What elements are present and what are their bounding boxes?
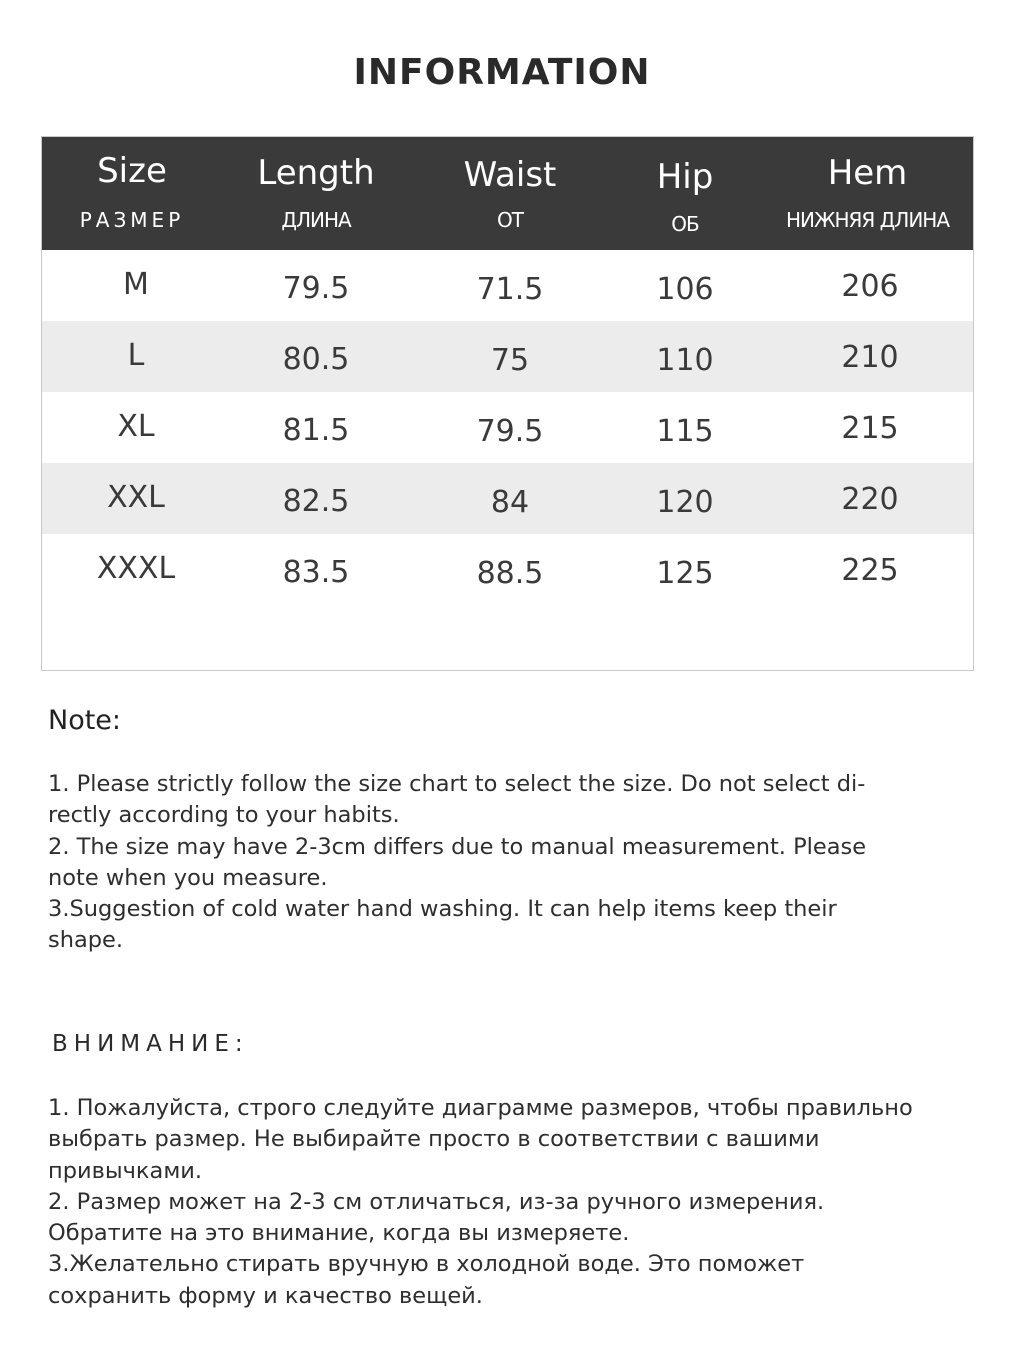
table-row — [42, 463, 973, 534]
note-line: 3.Suggestion of cold water hand washing. It can help items keep their — [48, 896, 837, 923]
header-length — [222, 137, 410, 250]
attention-line: 1. Пожалуйста, строго следуйте диаграмме размеров, чтобы правильно — [48, 1095, 913, 1121]
header-hip-label: Hip — [656, 157, 714, 197]
note-line: note when you measure. — [48, 864, 328, 891]
header-length-label-ru: ДЛИНА — [281, 208, 351, 232]
note-line: rectly according to your habits. — [48, 802, 400, 829]
cell-length: 79.5 — [282, 271, 350, 306]
cell-hem: 225 — [841, 553, 899, 588]
cell-size: XXXL — [96, 551, 176, 586]
attention-body — [48, 1093, 978, 1312]
cell-hip: 106 — [656, 272, 714, 307]
cell-length: 83.5 — [282, 555, 350, 590]
cell-length: 82.5 — [282, 484, 350, 519]
attention-line: привычками. — [48, 1157, 203, 1184]
attention-line: выбрать размер. Не выбирайте просто в соответствии с вашими — [48, 1126, 820, 1153]
header-hem-label-ru: НИЖНЯЯ ДЛИНА — [785, 208, 950, 232]
cell-hem: 215 — [841, 411, 899, 446]
note-line: 2. The size may have 2-3cm differs due to manual measurement. Please — [48, 833, 867, 860]
attention-line: 3.Желательно стирать вручную в холодной воде. Это поможет — [48, 1251, 805, 1278]
cell-size: XL — [117, 409, 155, 444]
note-line: 1. Please strictly follow the size chart to select the size. Do not select di- — [48, 771, 866, 797]
header-size-label: Size — [97, 151, 167, 191]
attention-line: Обратите на это внимание, когда вы измеряете. — [48, 1220, 630, 1247]
note-body — [48, 769, 978, 957]
cell-length: 80.5 — [282, 342, 350, 377]
attention-title: ВНИМАНИЕ: — [52, 1031, 249, 1057]
size-table — [41, 136, 974, 671]
header-waist-label-ru: ОТ — [497, 208, 523, 232]
note-line: shape. — [48, 927, 124, 954]
note-title: Note: — [48, 705, 122, 736]
cell-hip: 115 — [656, 414, 714, 449]
cell-waist: 75 — [490, 343, 530, 378]
table-row — [42, 534, 973, 605]
header-waist-label: Waist — [463, 155, 557, 195]
header-hip-label-ru: ОБ — [671, 212, 699, 236]
table-row — [42, 250, 973, 321]
attention-line: 2. Размер может на 2-3 см отличаться, из-за ручного измерения. — [48, 1188, 825, 1215]
header-hem — [760, 137, 975, 250]
table-row — [42, 392, 973, 463]
header-hem-label: Hem — [827, 153, 908, 193]
cell-length: 81.5 — [282, 413, 350, 448]
attention-line: сохранить форму и качество вещей. — [48, 1282, 483, 1309]
header-size — [42, 137, 222, 250]
cell-size: XXL — [107, 480, 165, 515]
cell-waist: 84 — [490, 485, 530, 520]
cell-hip: 120 — [656, 485, 714, 520]
cell-hip: 125 — [656, 556, 714, 591]
cell-waist: 79.5 — [476, 414, 544, 449]
cell-size: L — [127, 338, 145, 373]
page-title: INFORMATION — [353, 52, 651, 93]
cell-hip: 110 — [656, 343, 714, 378]
cell-hem: 220 — [841, 482, 899, 517]
header-hip — [610, 137, 760, 250]
header-size-label-ru: РАЗМЕР — [79, 208, 185, 232]
table-row — [42, 321, 973, 392]
cell-hem: 206 — [841, 269, 899, 304]
cell-waist: 88.5 — [476, 556, 544, 591]
cell-waist: 71.5 — [476, 272, 544, 307]
cell-hem: 210 — [841, 340, 899, 375]
header-waist — [410, 137, 610, 250]
cell-size: M — [123, 267, 149, 302]
table-header — [42, 137, 973, 250]
header-length-label: Length — [257, 153, 375, 193]
